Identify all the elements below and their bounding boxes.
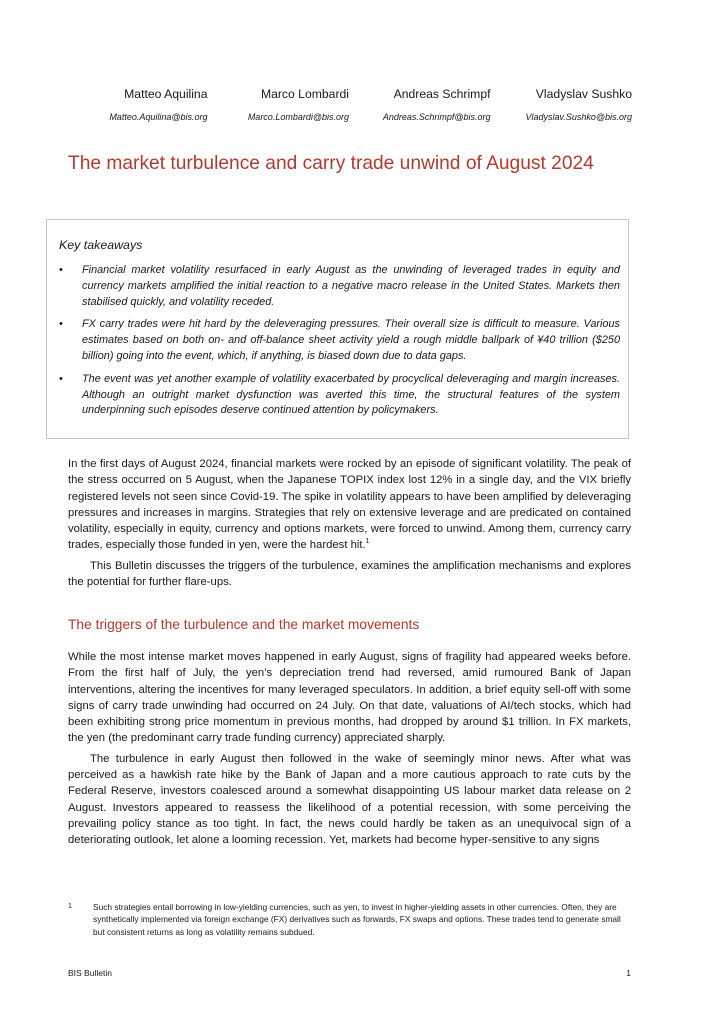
footnote-text: Such strategies entail borrowing in low-yielding currencies, such as yen, to invest in higher-yielding assets in other currencies. Often, they are synthetically implemented via foreign exchange (FX) derivatives such as forwards, FX swaps and options. These trades tend to generate small but consistent returns as long as volatility remains subdued.: [93, 902, 621, 937]
author-email[interactable]: Matteo.Aquilina@bis.org: [109, 112, 208, 122]
key-takeaways-list: [47, 263, 630, 426]
body-paragraph: While the most intense market moves happened in early August, signs of fragility had appeared weeks before. From the first half of July, the yen’s depreciation trend had reversed, amid rumoured Bank of Japan interventions, altering the incentives for many leveraged speculators. In addition, a brief equity sell-off with some signs of carry trade unwinding had occurred on 24 July. On that date, valuations of AI/tech stocks, which had been exhibiting strong price momentum in previous months, had dropped by around $1 trillion. In FX markets, the yen (the predominant carry trade funding currency) appreciated sharply.: [68, 651, 631, 745]
triggers-section: [68, 649, 631, 849]
key-takeaways-heading: Key takeaways: [59, 238, 143, 252]
author-name: Andreas Schrimpf: [393, 87, 491, 101]
author-name: Matteo Aquilina: [124, 87, 208, 101]
author-email[interactable]: Vladyslav.Sushko@bis.org: [525, 112, 632, 122]
author-list: [66, 86, 632, 122]
page-number: 1: [626, 968, 631, 978]
body-paragraph: The turbulence in early August then followed in the wake of seemingly minor news. After what was perceived as a hawkish rate hike by the Bank of Japan and a more cautious approach to rate cuts by the Federal Reserve, investors coalesced around a somewhat disappointing US labour market data release on 2 August. Investors appeared to reassess the likelihood of a potential recession, with some perceiving the prevailing policy stance as too tight. In fact, the news could hardly be taken as an unequivocal sign of a deteriorating outlook, let alone a looming recession. Yet, markets had become hyper-sensitive to any signs: [68, 752, 631, 847]
bullet-icon: •: [59, 372, 63, 385]
takeaway-text: The event was yet another example of volatility exacerbated by procyclical deleveraging and margin increases. Although an outright market dysfunction was averted this time, the structural features of the system underpinning such episodes deserve continued attention by policymakers.: [82, 372, 620, 417]
section-heading: The triggers of the turbulence and the market movements: [68, 617, 420, 632]
footnote: [68, 901, 631, 938]
intro-section: [68, 456, 631, 590]
takeaway-item: [47, 372, 630, 419]
footer-publication: BIS Bulletin: [68, 968, 112, 978]
footnote-mark: 1: [68, 903, 72, 910]
takeaway-text: Financial market volatility resurfaced in early August as the unwinding of leveraged trades in equity and currency markets amplified the initial reaction to a negative macro release in the United States. Markets then stabilised quickly, and volatility receded.: [82, 264, 620, 308]
bullet-icon: •: [59, 264, 63, 276]
author-block: [66, 86, 208, 122]
takeaway-item: [47, 263, 630, 310]
key-takeaways-box: [46, 219, 629, 439]
footnote-reference[interactable]: 1: [365, 538, 370, 546]
page-footer: [68, 968, 631, 978]
body-paragraph: This Bulletin discusses the triggers of the turbulence, examines the amplification mechanisms and explores the potential for further flare-ups.: [68, 559, 631, 589]
takeaway-item: [47, 317, 630, 364]
author-name: Marco Lombardi: [260, 87, 349, 101]
author-block: [349, 86, 491, 122]
author-block: [208, 86, 350, 122]
bullet-icon: •: [59, 318, 63, 331]
author-email[interactable]: Marco.Lombardi@bis.org: [247, 112, 349, 122]
author-name: Vladyslav Sushko: [535, 87, 632, 101]
body-paragraph: [68, 456, 631, 554]
document-title: The market turbulence and carry trade unwind of August 2024: [68, 153, 594, 174]
author-email[interactable]: Andreas.Schrimpf@bis.org: [382, 112, 491, 122]
takeaway-text: FX carry trades were hit hard by the deleveraging pressures. Their overall size is difficult to measure. Various estimates based on both on- and off-balance sheet activity yield a rough middle ballpark of ¥40 trillion ($250 billion) going into the event, which, if anything, is biased down due to data gaps.: [82, 318, 620, 362]
paragraph-text: In the first days of August 2024, financial markets were rocked by an episode of significant volatility. The peak of the stress occurred on 5 August, when the Japanese TOPIX index lost 12% in a single day, and the VIX briefly registered levels not seen since Covid-19. The spike in volatility appears to have been amplified by deleveraging pressures and increases in margins. Strategies that rely on extensive leverage and are predicated on contained volatility, especially in equity, currency and options markets, were forced to unwind. Among them, currency carry trades, especially those funded in yen, were the hardest hit.: [68, 458, 631, 552]
author-block: [491, 86, 633, 122]
